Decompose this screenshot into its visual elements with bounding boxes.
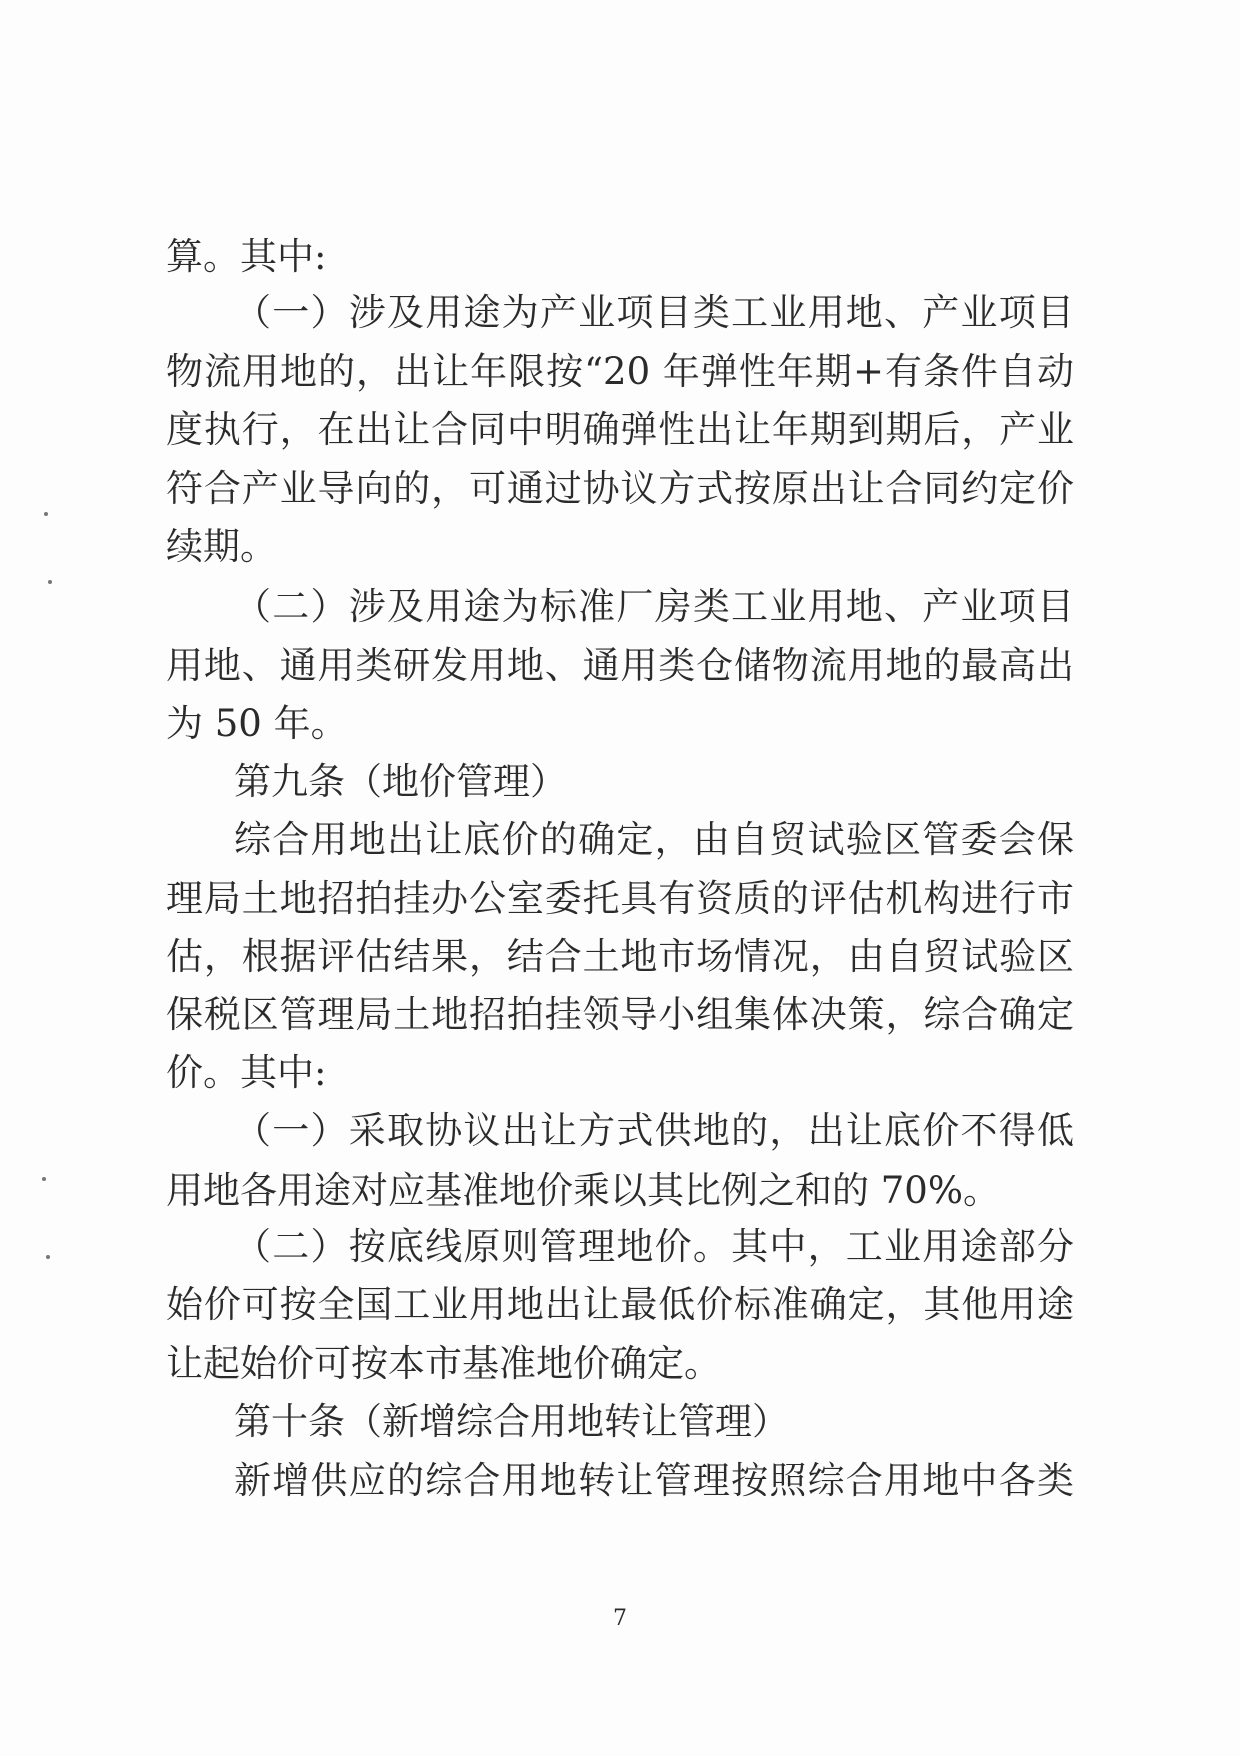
scan-speck bbox=[42, 1177, 46, 1181]
page-number: 7 bbox=[613, 1606, 627, 1631]
paragraph-line: 算。其中: bbox=[166, 235, 327, 278]
paragraph-line: 理局土地招拍挂办公室委托具有资质的评估机构进行市 bbox=[166, 877, 1074, 920]
scan-speck bbox=[48, 580, 52, 584]
paragraph-line: 始价可按全国工业用地出让最低价标准确定，其他用途 bbox=[166, 1283, 1074, 1326]
paragraph-line: 为 50 年。 bbox=[166, 702, 348, 745]
paragraph-line: 让起始价可按本市基准地价确定。 bbox=[166, 1342, 721, 1385]
paragraph-line: 度执行，在出让合同中明确弹性出让年期到期后，产业 bbox=[166, 408, 1074, 451]
paragraph-line: 用地、通用类研发用地、通用类仓储物流用地的最高出 bbox=[166, 644, 1074, 687]
article-heading: 第十条（新增综合用地转让管理） bbox=[234, 1400, 789, 1443]
article-heading: 第九条（地价管理） bbox=[234, 760, 567, 803]
scan-speck bbox=[46, 1255, 50, 1259]
paragraph-line: 续期。 bbox=[166, 525, 277, 568]
paragraph-line: 价。其中: bbox=[166, 1051, 327, 1094]
paragraph-line: 物流用地的，出让年限按“20 年弹性年期+有条件自动 bbox=[166, 350, 1074, 393]
paragraph-line: 用地各用途对应基准地价乘以其比例之和的 70%。 bbox=[166, 1169, 1000, 1212]
paragraph-line: （一）涉及用途为产业项目类工业用地、产业项目 bbox=[234, 291, 1074, 334]
paragraph-line: （二）涉及用途为标准厂房类工业用地、产业项目 bbox=[234, 585, 1074, 628]
paragraph-line: 综合用地出让底价的确定，由自贸试验区管委会保 bbox=[234, 818, 1074, 861]
paragraph-line: （一）采取协议出让方式供地的，出让底价不得低 bbox=[234, 1109, 1074, 1152]
paragraph-line: 符合产业导向的，可通过协议方式按原出让合同约定价 bbox=[166, 467, 1074, 510]
paragraph-line: 估，根据评估结果，结合土地市场情况，由自贸试验区 bbox=[166, 935, 1074, 978]
paragraph-line: （二）按底线原则管理地价。其中，工业用途部分 bbox=[234, 1225, 1074, 1268]
paragraph-line: 新增供应的综合用地转让管理按照综合用地中各类 bbox=[234, 1459, 1074, 1502]
scan-speck bbox=[44, 512, 48, 516]
paragraph-line: 保税区管理局土地招拍挂领导小组集体决策，综合确定 bbox=[166, 993, 1074, 1036]
